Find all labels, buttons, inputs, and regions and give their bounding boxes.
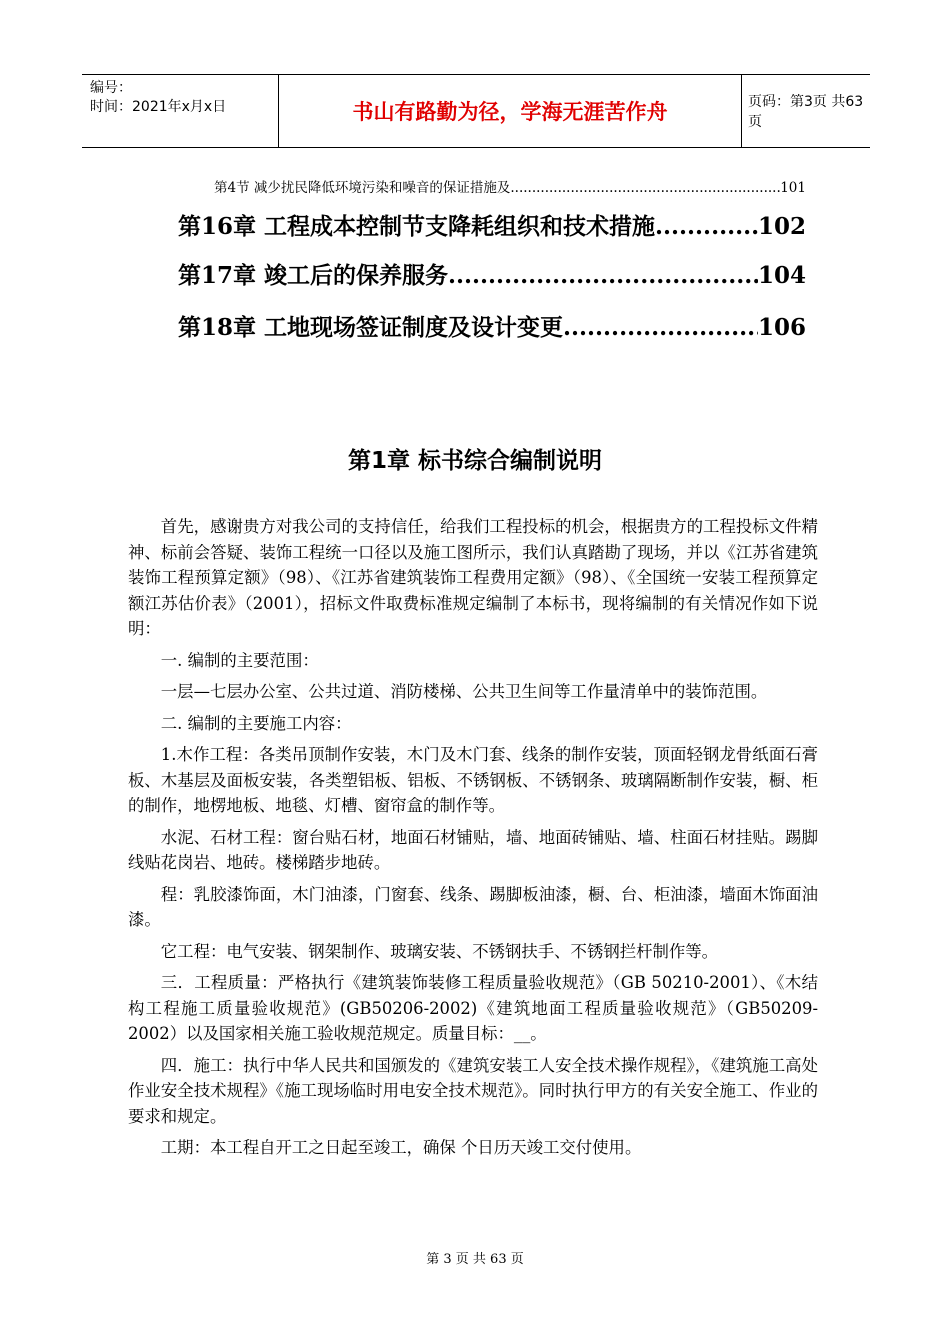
paragraph: 水泥、石材工程：窗台贴石材，地面石材铺贴，墙、地面砖铺贴、墙、柱面石材挂贴。踢脚线贴花岗岩、地砖。楼梯踏步地砖。 (128, 827, 818, 872)
page-header (82, 74, 870, 148)
document-number: 编号： (90, 80, 132, 96)
toc-entry-title: 第4节 减少扰民降低环境污染和噪音的保证措施及 (214, 180, 511, 196)
toc-leader-dots (510, 180, 780, 196)
page-footer: 第 3 页 共 63 页 (426, 1252, 524, 1267)
paragraph: 四．施工：执行中华人民共和国颁发的《建筑安装工人安全技术操作规程》，《建筑施工高处作业安全技术规程》《施工现场临时用电安全技术规范》。同时执行甲方的有关安全施工、作业的要求和规定。 (128, 1055, 818, 1126)
toc-entry-page: 104 (757, 262, 806, 289)
toc-entry-title: 第17章 竣工后的保养服务 (178, 262, 449, 289)
header-page-number: 页码：第3页 共63页 (748, 94, 864, 130)
paragraph: 一. 编制的主要范围： (160, 650, 319, 670)
toc-chapter-entry[interactable] (178, 208, 806, 241)
document-time: 时间：2021年x月x日 (90, 99, 227, 115)
toc-leader-dots (655, 213, 758, 240)
paragraph: 一层—七层办公室、公共过道、消防楼梯、公共卫生间等工作量清单中的装饰范围。 (160, 682, 768, 701)
paragraph: 三．工程质量：严格执行《建筑装饰装修工程质量验收规范》（GB 50210-2001）、《木结构工程施工质量验收规范》(GB50206-2002)《建筑地面工程质量验收规范》（GB50209-2002）以及国家相关施工验收规范规定。质量目标：__。 (128, 973, 818, 1043)
toc-leader-dots (448, 262, 758, 289)
toc-leader-dots (563, 314, 758, 341)
paragraph: 首先，感谢贵方对我公司的支持信任，给我们工程投标的机会，根据贵方的工程投标文件精神、标前会答疑、装饰工程统一口径以及施工图所示，我们认真踏勘了现场，并以《江苏省建筑装饰工程预算定额》（98）、《江苏省建筑装饰工程费用定额》（98）、《全国统一安装工程预算定额江苏估价表》（2001），招标文件取费标准规定编制了本标书，现将编制的有关情况作如下说明： (128, 517, 818, 638)
header-motto: 书山有路勤为径，学海无涯苦作舟 (278, 75, 742, 147)
toc-entry-title: 第18章 工地现场签证制度及设计变更 (178, 314, 564, 341)
toc-entry-page: 102 (757, 213, 806, 240)
toc-section-entry[interactable] (214, 176, 806, 196)
paragraph: 二. 编制的主要施工内容： (160, 713, 352, 733)
paragraph: 工期：本工程自开工之日起至竣工，确保 个日历天竣工交付使用。 (160, 1138, 642, 1157)
toc-entry-page: 106 (757, 314, 806, 341)
header-meta (82, 75, 278, 147)
chapter-title: 第1章 标书综合编制说明 (347, 448, 602, 474)
toc-chapter-entry[interactable] (178, 257, 806, 290)
paragraph: 程：乳胶漆饰面，木门油漆，门窗套、线条、踢脚板油漆，橱、台、柜油漆，墙面木饰面油漆。 (128, 884, 818, 929)
body-text (128, 514, 818, 1167)
toc-chapter-entry[interactable] (178, 309, 806, 342)
paragraph: 1.木作工程：各类吊顶制作安装，木门及木门套、线条的制作安装，顶面轻钢龙骨纸面石膏板、木基层及面板安装，各类塑铝板、铝板、不锈钢板、不锈钢条、玻璃隔断制作安装，橱、柜的制作，地楞地板、地毯、灯槽、窗帘盒的制作等。 (128, 745, 818, 815)
paragraph: 它工程：电气安装、钢架制作、玻璃安装、不锈钢扶手、不锈钢拦杆制作等。 (160, 941, 719, 961)
toc-entry-page: 101 (780, 180, 806, 196)
toc-entry-title: 第16章 工程成本控制节支降耗组织和技术措施 (178, 213, 656, 240)
